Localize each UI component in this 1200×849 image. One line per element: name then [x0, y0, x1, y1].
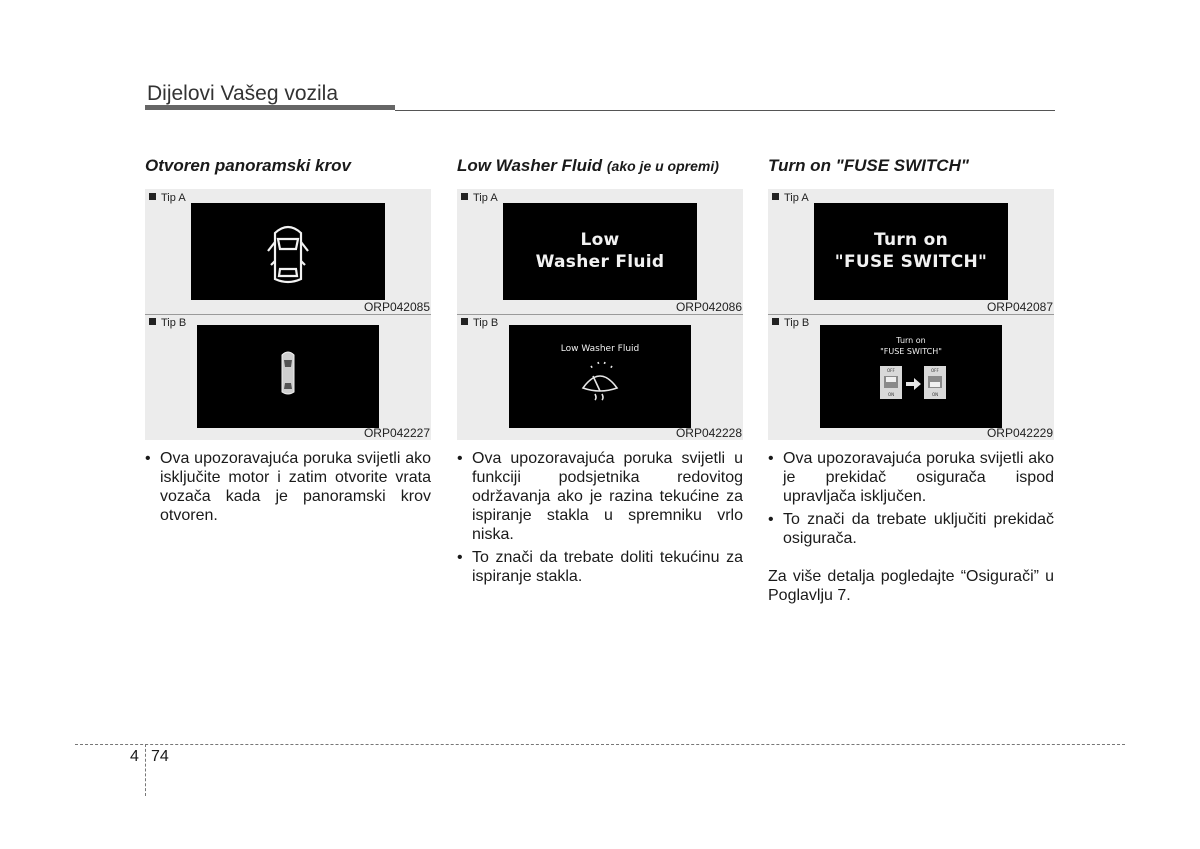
reference-note: Za više detalja pogledajte “Osigurači” u Poglavlju 7. — [768, 568, 1054, 604]
figure-divider — [768, 314, 1054, 315]
tip-a-label: Tip A — [461, 192, 498, 204]
section-panoramic-roof — [145, 155, 431, 529]
switch-off-label: OFF — [931, 368, 939, 373]
tip-a-screen — [503, 203, 697, 300]
description — [768, 449, 1054, 605]
tip-b-figure-code: ORP042227 — [363, 426, 430, 440]
tip-b-label: Tip B — [772, 317, 809, 329]
figure-panel — [145, 189, 431, 440]
header-title: Dijelovi Vašeg vozila — [147, 82, 339, 105]
bullet-dot-icon: • — [457, 549, 463, 566]
bullet-item: • Ova upozoravajuća poruka svijetli ako isključite motor i zatim otvorite vrata vozača kada je panoramski krov otvoren. — [145, 450, 431, 524]
footer-separator — [145, 744, 146, 796]
bullet-dot-icon: • — [768, 450, 774, 467]
screen-message: Low Washer Fluid — [535, 230, 665, 272]
section-title-text: Otvoren panoramski krov — [145, 156, 351, 175]
header-rule-thick — [145, 105, 395, 110]
washer-fluid-icon — [509, 354, 691, 404]
section-title — [768, 155, 1054, 177]
section-title-suffix: (ako je u opremi) — [606, 158, 719, 174]
tip-a-figure-code: ORP042085 — [363, 300, 430, 314]
bullet-item: • To znači da trebate uključiti prekidač osigurača. — [768, 511, 1054, 547]
bullet-dot-icon: • — [145, 450, 151, 467]
page-number: 74 — [151, 748, 169, 765]
tip-a-screen — [191, 203, 385, 300]
section-fuse-switch — [768, 155, 1054, 605]
bullet-item: • Ova upozoravajuća poruka svijetli ako je prekidač osigurača ispod upravljača isključen. — [768, 450, 1054, 505]
tip-b-screen — [509, 325, 691, 428]
section-low-washer-fluid — [457, 155, 743, 590]
tip-a-label: Tip A — [772, 192, 809, 204]
bullet-item: • Ova upozoravajuća poruka svijetli u funkciji podsjetnika redovitog održavanja ako je razina tekućine za ispiranje stakla u spremniku vrlo niska. — [457, 450, 743, 543]
section-title-text: Turn on "FUSE SWITCH" — [768, 156, 969, 175]
description — [145, 449, 431, 525]
bullet-dot-icon: • — [457, 450, 463, 467]
bullet-item: • To znači da trebate doliti tekućinu za ispiranje stakla. — [457, 549, 743, 585]
section-title — [457, 155, 743, 177]
figure-divider — [145, 314, 431, 315]
square-bullet-icon — [461, 193, 468, 200]
switch-on-label: ON — [888, 392, 895, 397]
square-bullet-icon — [149, 193, 156, 200]
tip-a-figure-code: ORP042087 — [986, 300, 1053, 314]
switch-on-label: ON — [932, 392, 939, 397]
figure-divider — [457, 314, 743, 315]
tip-b-screen — [197, 325, 379, 428]
screen-message: Turn on "FUSE SWITCH" — [834, 230, 988, 272]
section-title — [145, 155, 431, 177]
tip-b-screen — [820, 325, 1002, 428]
tip-b-figure-code: ORP042228 — [675, 426, 742, 440]
screen-message: Turn on "FUSE SWITCH" — [880, 336, 942, 356]
square-bullet-icon — [772, 318, 779, 325]
figure-panel — [457, 189, 743, 440]
car-open-doors-icon — [191, 203, 385, 300]
square-bullet-icon — [772, 193, 779, 200]
tip-a-label: Tip A — [149, 192, 186, 204]
car-top-view-icon — [197, 325, 379, 428]
switch-off-label: OFF — [887, 368, 895, 373]
screen-message: Low Washer Fluid — [560, 344, 640, 354]
footer-rule — [75, 744, 1125, 745]
tip-b-label: Tip B — [461, 317, 498, 329]
description — [457, 449, 743, 586]
tip-a-figure-code: ORP042086 — [675, 300, 742, 314]
square-bullet-icon — [461, 318, 468, 325]
bullet-dot-icon: • — [768, 511, 774, 528]
section-title-text: Low Washer Fluid — [457, 156, 603, 175]
tip-a-screen — [814, 203, 1008, 300]
header-rule-thin — [395, 110, 1055, 111]
fuse-switch-icon — [820, 357, 1002, 417]
figure-panel — [768, 189, 1054, 440]
chapter-number: 4 — [130, 748, 139, 765]
tip-b-figure-code: ORP042229 — [986, 426, 1053, 440]
square-bullet-icon — [149, 318, 156, 325]
tip-b-label: Tip B — [149, 317, 186, 329]
